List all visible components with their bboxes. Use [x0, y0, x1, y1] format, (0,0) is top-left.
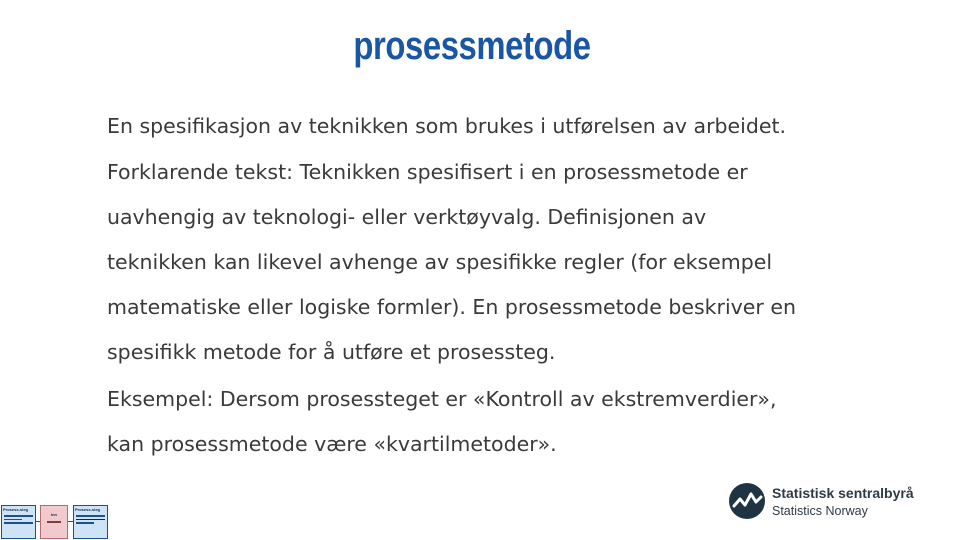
slide-title: prosessmetode — [353, 24, 591, 68]
text-line-mark — [4, 515, 33, 517]
text-line: Eksempel: Dersom prosessteget er «Kontroll av ekstremverdier», — [107, 387, 777, 411]
text-line: teknikken kan likevel avhenge av spesifikke regler (for eksempel — [107, 250, 773, 274]
box-label: Prosess-steg — [75, 507, 101, 512]
text-line-mark — [47, 521, 61, 523]
ssb-logo-mark-icon — [728, 482, 766, 520]
process-step-box — [1, 505, 36, 539]
definition-paragraph — [107, 104, 887, 148]
text-line: uavhengig av teknologi- eller verktøyvalg. Definisjonen av — [107, 205, 707, 229]
text-line-mark — [76, 515, 105, 517]
text-line: En spesifikasjon av teknikken som brukes i utførelsen av arbeidet. — [107, 114, 786, 138]
logo-subtitle: Statistics Norway — [772, 504, 868, 518]
text-line: spesifikk metode for å utføre et prosessteg. — [107, 340, 556, 364]
box-label: Inn — [51, 512, 57, 517]
text-line-mark — [76, 522, 94, 524]
body-text — [107, 104, 887, 467]
logo-name: Statistisk sentralbyrå — [772, 485, 914, 501]
text-line-mark — [76, 519, 105, 521]
ssb-logo — [728, 480, 948, 526]
text-line-mark — [4, 519, 22, 521]
process-step-box — [73, 505, 108, 539]
box-label: Prosess-steg — [3, 507, 29, 512]
text-line-mark — [4, 522, 33, 524]
example-paragraph — [107, 377, 887, 467]
text-line: matematiske eller logiske formler). En prosessmetode beskriver en — [107, 295, 796, 319]
input-box — [40, 505, 68, 539]
explanation-paragraph — [107, 150, 887, 375]
text-line: Forklarende tekst: Teknikken spesifisert i en prosessmetode er — [107, 160, 748, 184]
text-line: kan prosessmetode være «kvartilmetoder». — [107, 432, 557, 456]
process-diagram-thumbnail — [0, 505, 110, 540]
